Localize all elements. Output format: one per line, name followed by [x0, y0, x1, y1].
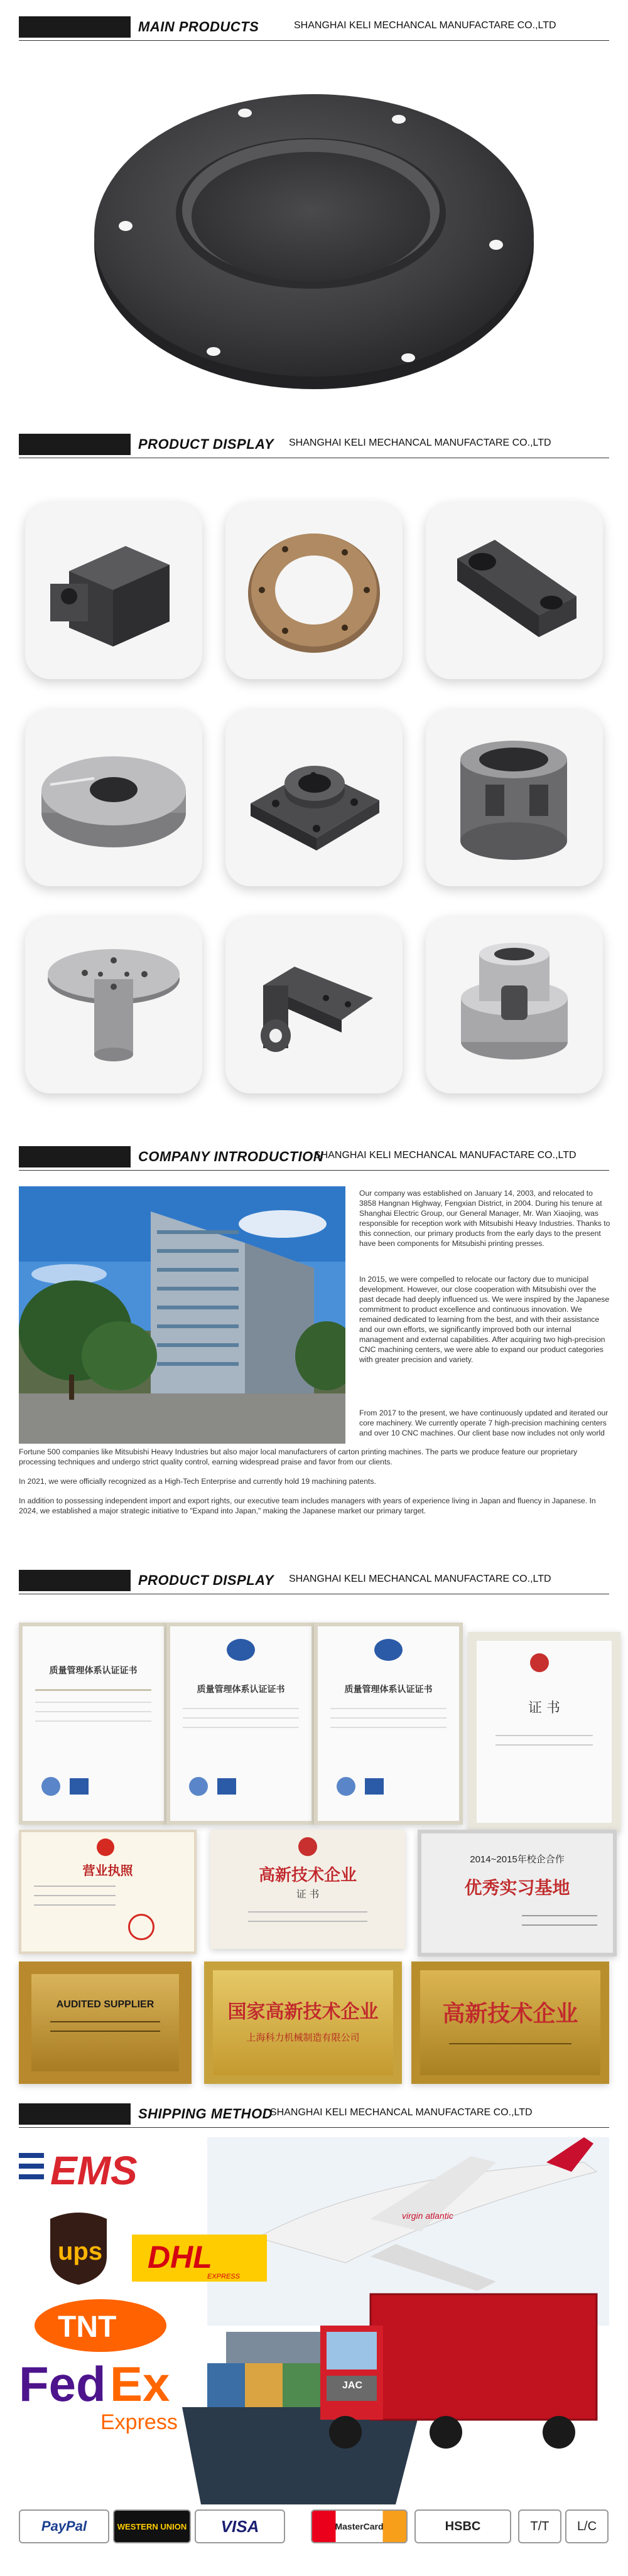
product-housing-image: [426, 916, 603, 1093]
fedex-ex-text: Ex: [110, 2356, 170, 2412]
plaque-title: 优秀实习基地: [464, 1878, 570, 1897]
product-card[interactable]: [426, 709, 603, 886]
business-license[interactable]: [19, 1830, 197, 1954]
company-name: SHANGHAI KELI MECHANCAL MANUFACTARE CO.,LTD: [289, 437, 551, 448]
iso-certificate[interactable]: [314, 1623, 463, 1825]
plaque-line: [522, 1915, 597, 1916]
certificate-line: [35, 1689, 151, 1691]
certificate-title: 营业执照: [82, 1864, 133, 1878]
shipping-methods-graphic: [19, 2137, 609, 2504]
certificates-header: [19, 1566, 609, 1595]
hsbc-logo: HSBC: [414, 2509, 511, 2543]
certificate-line: [330, 1717, 447, 1719]
audited-supplier-plaque[interactable]: [19, 1962, 192, 2084]
product-card[interactable]: [25, 916, 202, 1093]
intro-paragraph: In 2015, we were compelled to relocate our factory due to municipal development. However, our close cooperation with Mitsubishi over the past decade had deeply influenced us. We were inspired by the Japanese commitment to product excellence and continuous innovation. We remained dedicated to learning from the best, and with their assistance and our own efforts, we significantly improved both our internal management and external capabilities. After acquiring two high-precision CNC machining centers, we were able to expand our product categories with greater precision and variety.: [359, 1275, 610, 1364]
tnt-text: TNT: [58, 2310, 117, 2344]
product-card[interactable]: [25, 502, 202, 679]
plaque-title: 高新技术企业: [442, 2000, 578, 2026]
company-name: SHANGHAI KELI MECHANCAL MANUFACTARE CO.,LTD: [289, 1574, 551, 1584]
certificate-emblem-icon: [298, 1837, 317, 1856]
dhl-text: DHL: [148, 2240, 212, 2275]
product-card[interactable]: [25, 709, 202, 886]
certificate-line: [183, 1717, 299, 1719]
intro-paragraph: In 2021, we were officially recognized as a High-Tech Enterprise and currently hold 19 machining patents.: [19, 1477, 376, 1486]
certificate-logo-icon: [365, 1778, 384, 1795]
fedex-fed-text: Fed: [19, 2356, 106, 2412]
main-products-header: [19, 13, 609, 41]
ems-logo: [19, 2153, 44, 2179]
certificate-line: [34, 1886, 116, 1887]
truck-brand-text: JAC: [342, 2380, 363, 2391]
certificate-logo-icon: [70, 1778, 89, 1795]
intro-paragraph: From 2017 to the present, we have continuously updated and iterated our core machinery. We currently operate 7 high-precision machining centers and over 10 CNC machines. Our client base now includes not only world: [359, 1409, 609, 1437]
header-bar: [19, 434, 131, 455]
intro-paragraph: Fortune 500 companies like Mitsubishi Heavy Industries but also major local manufacturers of carton printing machines. The parts we produce feature our proprietary processing techniques and undergo strict quality control, earning widespread praise and favor from our clients.: [19, 1447, 578, 1466]
main-product-flange-image: [88, 56, 540, 408]
header-bar: [19, 1570, 131, 1591]
product-disc-image: [25, 709, 202, 886]
plaque-line: [449, 2043, 571, 2044]
header-bar: [19, 16, 131, 38]
product-display-header: [19, 430, 609, 459]
plaque-gold-panel: [31, 1974, 179, 2071]
high-tech-plaque[interactable]: [411, 1962, 609, 2084]
plaque-title: 国家高新技术企业: [227, 2002, 379, 2022]
certificate-line: [35, 1702, 151, 1703]
header-bar: [19, 2103, 131, 2125]
certificate-line: [495, 1744, 593, 1746]
certificate-title: 质量管理体系认证证书: [344, 1684, 433, 1694]
product-card[interactable]: [426, 502, 603, 679]
plaque-line: [50, 2021, 160, 2022]
certificate-line: [330, 1727, 447, 1728]
certificate-title: 质量管理体系认证证书: [197, 1684, 285, 1694]
western-union-logo: WESTERN UNION: [113, 2509, 191, 2543]
internship-base-plaque[interactable]: [418, 1830, 617, 1956]
plaque-title: AUDITED SUPPLIER: [56, 1999, 154, 2010]
tt-logo: T/T: [518, 2509, 561, 2543]
section-title: PRODUCT DISPLAY: [138, 436, 274, 452]
divider: [19, 2127, 609, 2128]
certificate-seal-icon: [189, 1777, 208, 1796]
shipping-header: [19, 2100, 609, 2128]
certificate-line: [183, 1708, 299, 1709]
intro-paragraph: Our company was established on January 14, 2003, and relocated to 3858 Hangnan Highway, Fengxian District, in 2004. During his tenure at Shanghai Electric Group, our General Manager, Mr. Wan Xiaojing, was responsible for reception work with Mitsubishi Heavy Industries. Thanks to this connection, our primary products from the early days to the present have been components for Mitsubishi printing presses.: [359, 1189, 610, 1248]
certificate-line: [34, 1904, 116, 1906]
paypal-logo: PayPal: [19, 2509, 109, 2543]
section-title: MAIN PRODUCTS: [138, 19, 259, 35]
company-intro-header: [19, 1142, 609, 1171]
product-card[interactable]: [225, 502, 403, 679]
header-bar: [19, 1146, 131, 1167]
company-name: SHANGHAI KELI MECHANCAL MANUFACTARE CO.,LTD: [314, 1150, 577, 1161]
certificate-logo-icon: [217, 1778, 236, 1795]
product-lever-image: [225, 916, 403, 1093]
ups-text: ups: [58, 2238, 103, 2265]
plaque-line: [50, 2031, 160, 2032]
factory-building-photo: [19, 1186, 345, 1444]
plaque-subtitle: 上海科力机械制造有限公司: [246, 2032, 360, 2043]
fedex-sub-text: Express: [100, 2410, 178, 2434]
certificate-line: [248, 1921, 367, 1922]
high-tech-certificate[interactable]: [210, 1830, 405, 1949]
section-title: SHIPPING METHOD: [138, 2106, 273, 2122]
certificate-emblem-icon: [530, 1653, 549, 1672]
certificate-subtitle: 证 书: [296, 1889, 320, 1900]
dhl-sub-text: EXPRESS: [207, 2273, 240, 2280]
certificate-line: [35, 1720, 151, 1722]
iso-certificate[interactable]: [19, 1623, 168, 1825]
certificate-line: [35, 1711, 151, 1712]
certificate-line: [183, 1727, 299, 1728]
plaque-line: [522, 1924, 597, 1926]
product-ring-image: [225, 502, 403, 679]
ems-text: EMS: [50, 2148, 138, 2193]
company-name: SHANGHAI KELI MECHANCAL MANUFACTARE CO.,LTD: [294, 20, 556, 31]
mastercard-logo: MasterCard: [311, 2509, 408, 2543]
company-name: SHANGHAI KELI MECHANCAL MANUFACTARE CO.,LTD: [270, 2107, 533, 2118]
section-title: PRODUCT DISPLAY: [138, 1572, 274, 1588]
plane-brand-text: virgin atlantic: [402, 2211, 453, 2221]
certificate-line: [330, 1708, 447, 1709]
certificate-logo-icon: [227, 1639, 255, 1661]
certificate-line: [34, 1895, 116, 1896]
certificate-seal-icon: [41, 1777, 60, 1796]
plaque-top-line: 2014~2015年校企合作: [470, 1854, 565, 1865]
certificate-logo-icon: [374, 1639, 403, 1661]
iso-certificate[interactable]: [166, 1623, 315, 1825]
certificate-title: 质量管理体系认证证书: [49, 1665, 138, 1675]
section-title: COMPANY INTRODUCTION: [138, 1149, 324, 1164]
certificate-seal-icon: [337, 1777, 355, 1796]
product-bracket-image: [426, 502, 603, 679]
certificate-line: [248, 1911, 367, 1913]
lc-logo: L/C: [565, 2509, 609, 2543]
intro-paragraph: In addition to possessing independent import and export rights, our executive team includes managers with years of experience living in Japan and fluency in Japanese. In 2024, we established a major strategic initiative to "Expand into Japan," making the Japanese market our primary target.: [19, 1496, 596, 1515]
divider: [19, 40, 609, 41]
red-seal-icon: [128, 1914, 154, 1940]
framed-certificate[interactable]: [468, 1632, 620, 1832]
product-card[interactable]: [225, 709, 403, 886]
certificate-line: [495, 1735, 593, 1736]
certificate-title: 证 书: [528, 1700, 560, 1716]
product-card[interactable]: [426, 916, 603, 1093]
product-bushing-image: [426, 709, 603, 886]
divider: [19, 1170, 609, 1171]
certificate-title: 高新技术企业: [258, 1865, 357, 1884]
product-spindle-image: [25, 916, 202, 1093]
payment-methods: [19, 2509, 609, 2542]
product-block-image: [25, 502, 202, 679]
product-card[interactable]: [225, 916, 403, 1093]
product-flange-square-image: [225, 709, 403, 886]
visa-logo: VISA: [195, 2509, 285, 2543]
national-emblem-icon: [97, 1838, 114, 1856]
national-high-tech-plaque[interactable]: [204, 1962, 402, 2084]
